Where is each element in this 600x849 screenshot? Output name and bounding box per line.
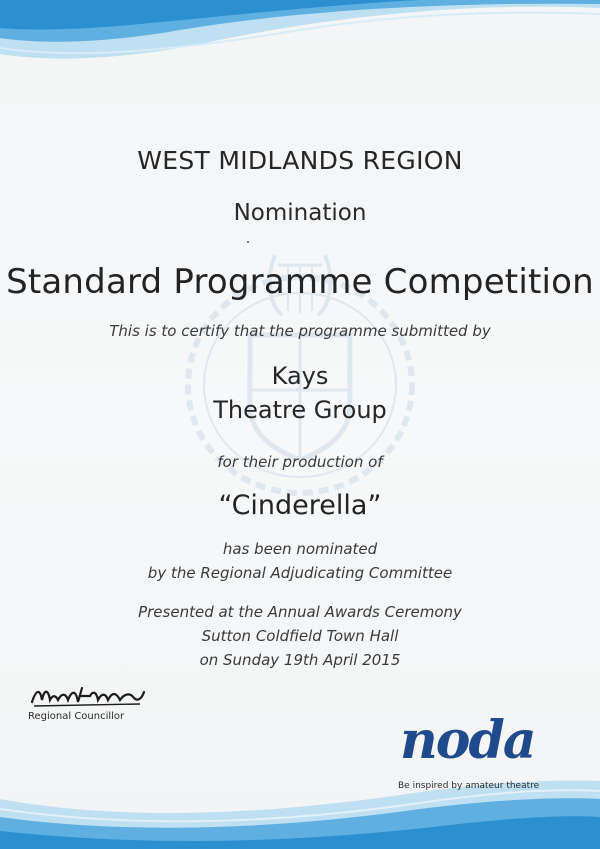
nominated-line-2: by the Regional Adjudicating Committee xyxy=(147,564,453,582)
group-name-line-1: Kays xyxy=(271,362,329,390)
certify-statement: This is to certify that the programme submitted by xyxy=(109,322,491,340)
presented-line-2: Sutton Coldfield Town Hall xyxy=(201,627,399,645)
nomination-heading: Nomination xyxy=(233,200,367,226)
region-title: WEST MIDLANDS REGION xyxy=(137,146,463,175)
presented-line-3: on Sunday 19th April 2015 xyxy=(199,651,401,669)
presented-line-1: Presented at the Annual Awards Ceremony xyxy=(138,603,462,621)
production-intro: for their production of xyxy=(217,453,383,471)
noda-tagline: Be inspired by amateur theatre xyxy=(398,781,540,791)
signatory-role: Regional Councillor xyxy=(28,711,125,722)
signature-icon xyxy=(28,680,146,710)
competition-title: Standard Programme Competition xyxy=(6,262,594,302)
nominated-line-1: has been nominated xyxy=(222,540,378,558)
group-name-line-2: Theatre Group xyxy=(213,396,387,424)
noda-logo-icon xyxy=(398,712,553,772)
production-title: “Cinderella” xyxy=(218,490,382,521)
noda-logo-text: noda xyxy=(400,712,535,771)
speck xyxy=(247,241,249,243)
top-wave-decoration xyxy=(0,0,600,70)
